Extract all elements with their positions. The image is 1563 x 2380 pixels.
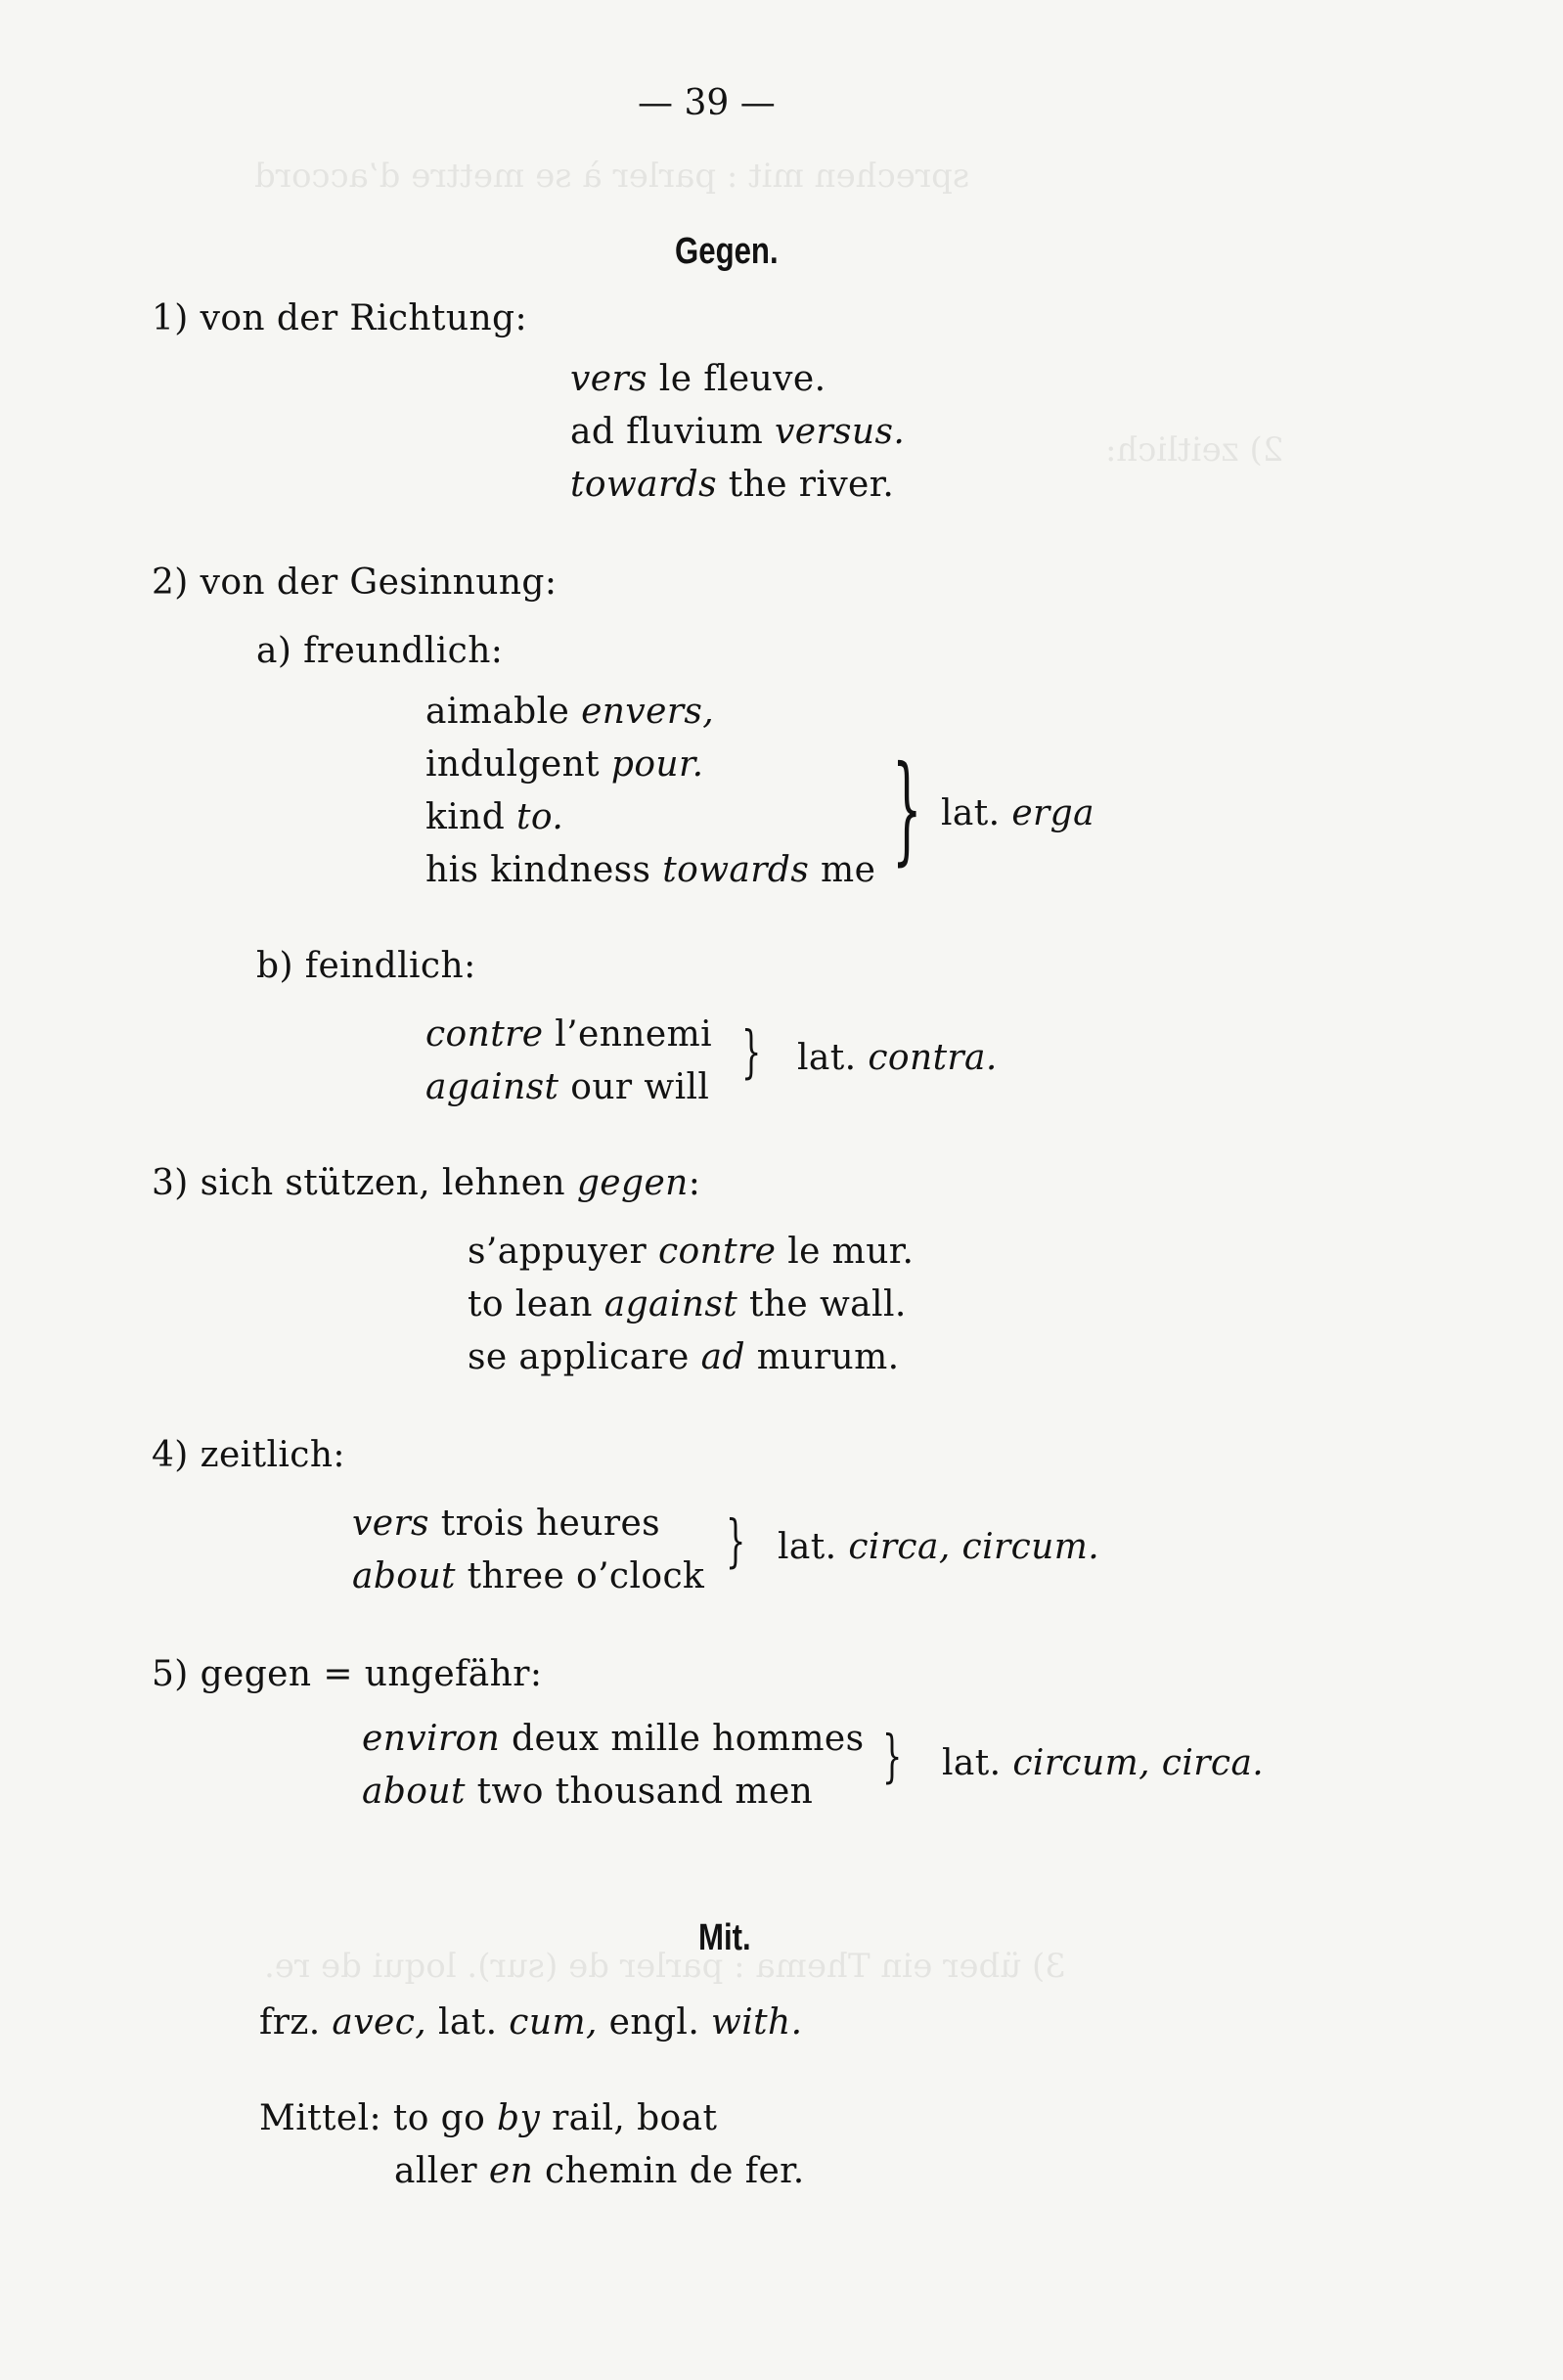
gegen-section-5-label: 5) gegen = ungefähr: — [152, 1654, 543, 1694]
subsection-b-label: b) feindlich: — [256, 946, 476, 986]
example-line: vers trois heures — [352, 1504, 661, 1544]
mit-line: Mittel: to go by rail, boat — [259, 2098, 718, 2138]
example-line: kind to. — [425, 797, 564, 837]
gegen-section-1-label: 1) von der Richtung: — [152, 298, 528, 338]
latin-equivalent: lat. circum, circa. — [942, 1743, 1265, 1783]
show-through-decoration: 3) über ein Thema : parler de (sur). loqui de re. — [264, 1947, 1066, 1986]
mit-line: frz. avec, lat. cum, engl. with. — [259, 2002, 803, 2043]
example-line: vers le fleuve. — [570, 359, 826, 399]
show-through-decoration: 2) zeitlich: — [1105, 430, 1284, 470]
subsection-a-label: a) freundlich: — [256, 631, 504, 671]
gegen-section-2-label: 2) von der Gesinnung: — [152, 562, 558, 603]
brace-decoration: } — [892, 741, 922, 877]
example-line: se applicare ad murum. — [468, 1337, 900, 1377]
section-title-gegen: Gegen. — [675, 231, 779, 272]
example-line: indulgent pour. — [425, 744, 704, 785]
example-line: s’appuyer contre le mur. — [468, 1232, 915, 1272]
page-number: — 39 — — [638, 83, 776, 123]
example-line: about two thousand men — [362, 1772, 814, 1812]
example-line: towards the river. — [570, 465, 895, 505]
gegen-section-4-label: 4) zeitlich: — [152, 1435, 345, 1475]
example-line: aimable envers, — [425, 692, 715, 732]
example-line: environ deux mille hommes — [362, 1719, 865, 1759]
example-line: against our will — [425, 1067, 710, 1107]
latin-equivalent: lat. circa, circum. — [778, 1527, 1100, 1567]
example-line: to lean against the wall. — [468, 1284, 907, 1325]
brace-decoration: } — [741, 1018, 762, 1085]
gegen-section-3-label: 3) sich stützen, lehnen gegen: — [152, 1163, 701, 1203]
example-line: about three o’clock — [352, 1556, 705, 1596]
example-line: ad fluvium versus. — [570, 412, 906, 452]
brace-decoration: } — [726, 1507, 746, 1574]
section-title-mit: Mit. — [698, 1917, 751, 1958]
latin-equivalent: lat. contra. — [797, 1038, 998, 1078]
latin-equivalent: lat. erga — [941, 793, 1094, 833]
example-line: his kindness towards me — [425, 850, 876, 890]
brace-decoration: } — [882, 1723, 903, 1789]
mit-line: aller en chemin de fer. — [394, 2151, 805, 2191]
show-through-decoration: sprechen mit : parler à se mettre d’accord — [254, 157, 970, 196]
example-line: contre l’ennemi — [425, 1014, 713, 1055]
